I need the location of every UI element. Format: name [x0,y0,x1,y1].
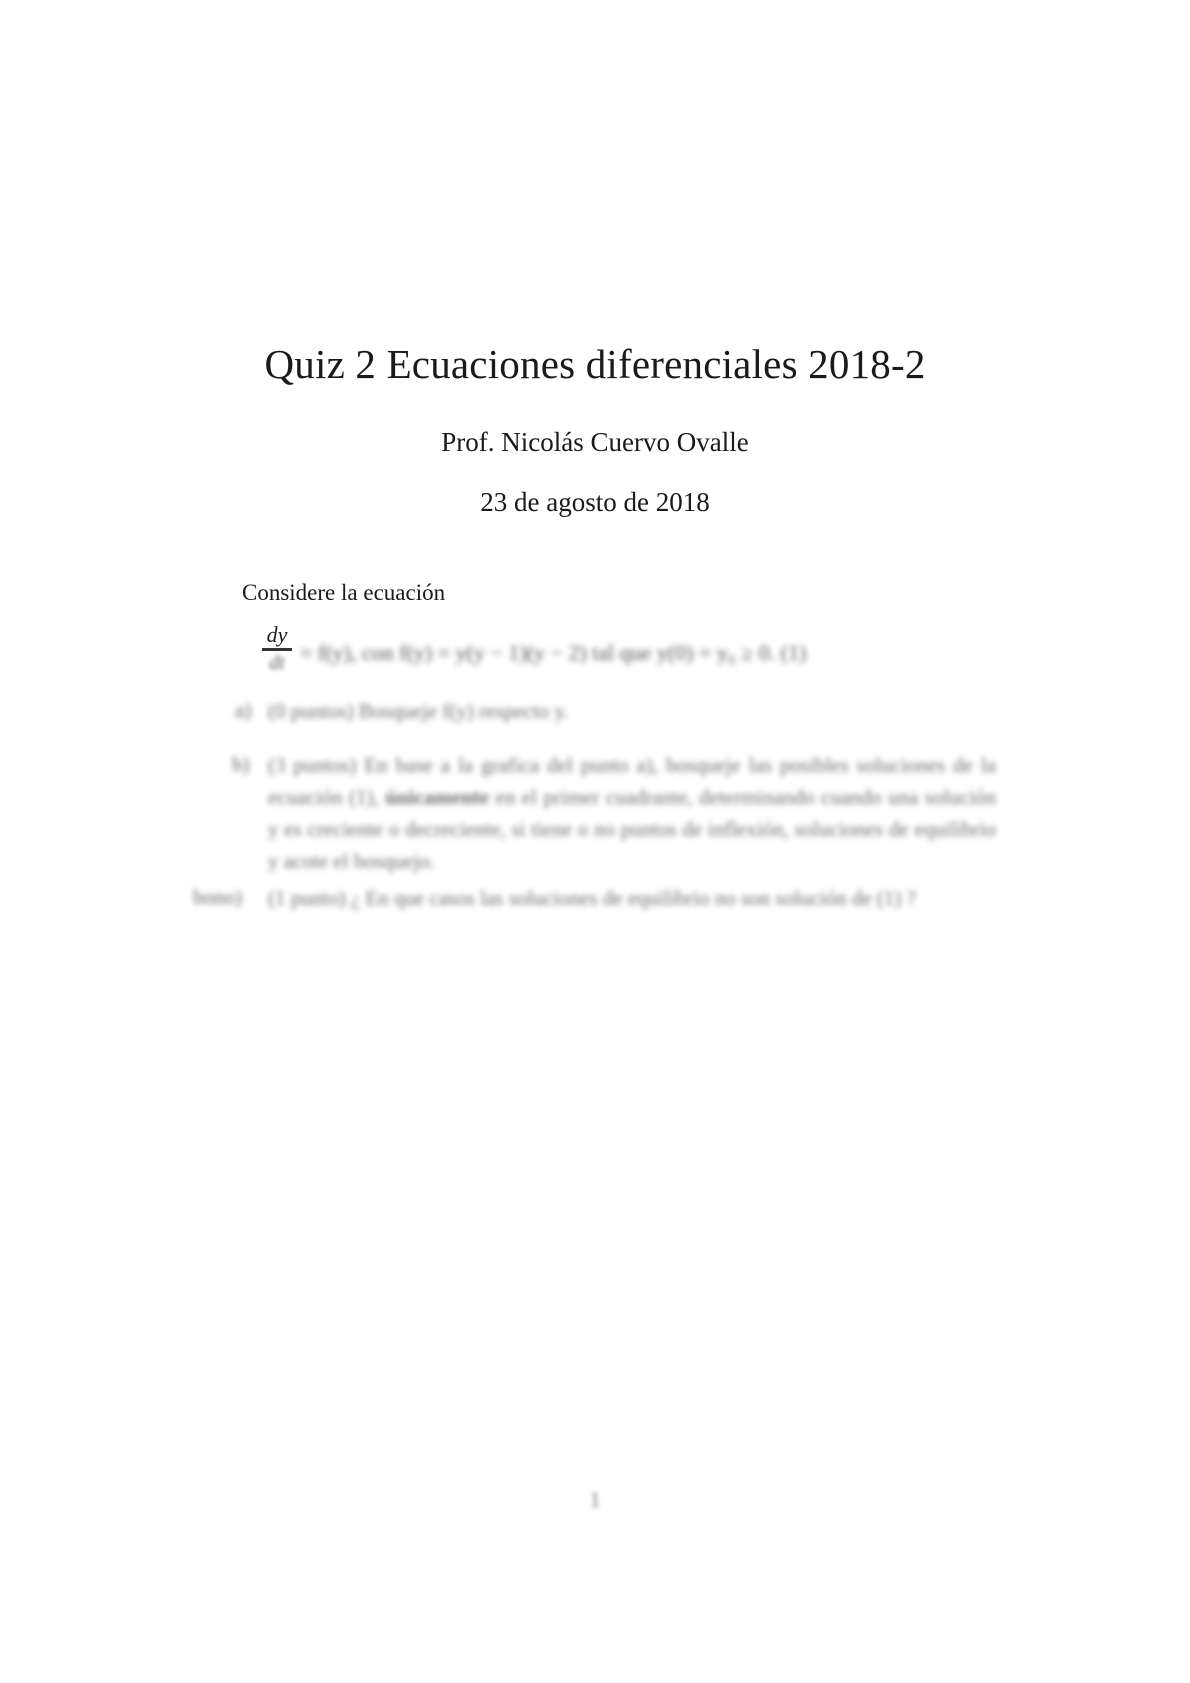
document-author: Prof. Nicolás Cuervo Ovalle [441,427,749,457]
equation-fraction [262,623,292,674]
item-text: (1 punto) ¿ En que casos las soluciones de equilibrio no son solución de (1) ? [268,886,916,910]
item-text [268,749,996,877]
equation [262,623,942,683]
document-date: 23 de agosto de 2018 [480,487,710,517]
equation-denominator: dt [269,652,285,674]
item-text-before: (3 puntos) En base a la grafica del punto a), bosqueje las posibles soluciones de la ecuación (1), [268,753,996,809]
document-title: Quiz 2 Ecuaciones diferenciales 2018-2 [264,341,926,387]
equation-body: = f(y), con f(y) = y(y − 1)(y − 2) tal que y(0) = y₀ ≥ 0. (1) [300,640,807,665]
fraction-bar [262,648,292,651]
item-text: (0 puntos) Bosqueje f(y) respecto y. [268,699,569,723]
page-number: 1 [589,1487,601,1512]
item-text-emphasis: únicamente [385,785,490,809]
item-marker: b) [232,752,250,776]
intro-text: Considere la ecuación [242,580,446,605]
item-marker: a) [235,698,252,722]
equation-numerator: dy [266,622,288,647]
item-marker: bono) [193,885,242,909]
item-text-after: en el primer cuadrante, determinando cuando una solución y es creciente o decreciente, si tiene o no puntos de inflexión, soluciones de equilibrio y acote el bosquejo. [268,785,997,873]
